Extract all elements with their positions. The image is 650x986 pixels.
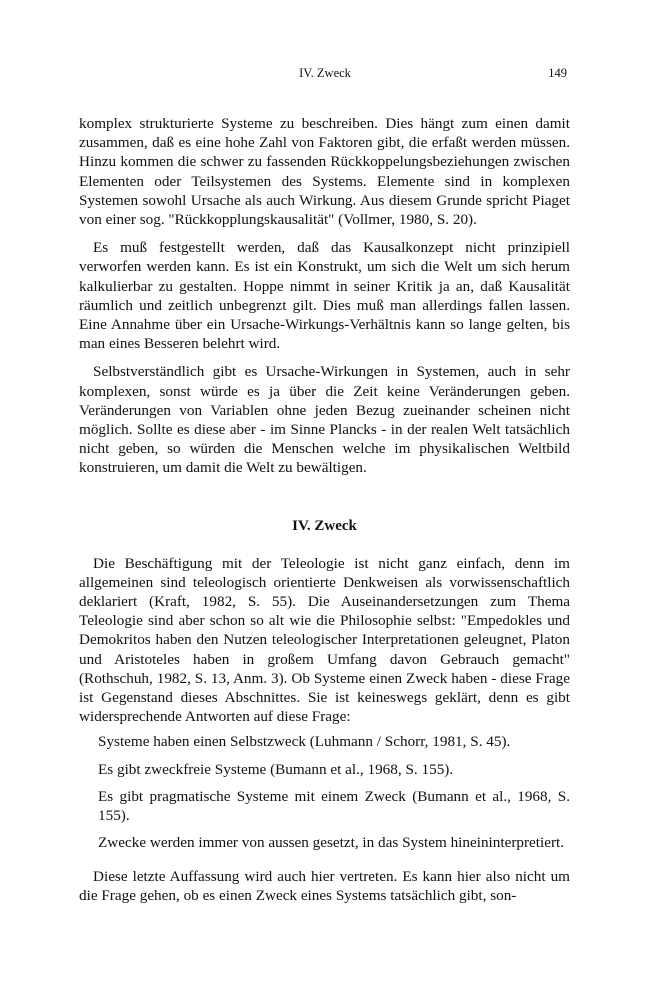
- running-header: [80, 66, 570, 84]
- list-item: Zwecke werden immer von aussen gesetzt, in das System hineininterpretiert.: [98, 834, 565, 852]
- paragraph-ursache-wirkungen: Selbstverständlich gibt es Ursache-Wirkungen in Systemen, auch in sehr komplexen, sonst würde es ja über die Zeit keine Veränderungen geben. Veränderungen von Variablen ohne jeden Bezug zueinander scheinen nicht möglich. Sollte es diese aber - im Sinne Plancks - in der realen Welt tatsächlich nicht geben, so würden die Menschen welche im physikalischen Weltbild konstruieren, um damit die Welt zu bewältigen.: [79, 363, 570, 477]
- list-item: Es gibt zweckfreie Systeme (Bumann et al., 1968, S. 155).: [98, 760, 454, 778]
- views-list: [79, 732, 570, 852]
- running-title: IV. Zweck: [299, 66, 351, 80]
- page-body: [79, 114, 570, 905]
- paragraph-teleologie: Die Beschäftigung mit der Teleologie ist nicht ganz einfach, denn im allgemeinen sind teleologisch orientierte Denkweisen als vorwissenschaftlich deklariert (Kraft, 1982, S. 55). Die Auseinandersetzungen zum Thema Teleologie sind aber schon so alt wie die Philosophie selbst: "Empedokles und Demokritos haben den Nutzen teleologischer Interpretationen geleugnet, Platon und Aristoteles haben in großem Umfang davon Gebrauch gemacht" (Rothschuh, 1982, S. 13, Anm. 3). Ob Systeme einen Zweck haben - diese Frage ist Gegenstand dieses Abschnittes. Sie ist keineswegs geklärt, denn es gibt widersprechende Antworten auf diese Frage:: [79, 554, 570, 726]
- paragraph-kausalkonzept: Es muß festgestellt werden, daß das Kausalkonzept nicht prinzipiell verworfen werden kann. Es ist ein Konstrukt, um sich die Welt um sich herum kalkulierbar zu gestalten. Hoppe nimmt in seiner Kritik ja an, daß Kausalität räumlich und zeitlich unbegrenzt gilt. Dies muß man allerdings fallen lassen. Eine Annahme über ein Ursache-Wirkungs-Verhältnis kann so lange gelten, bis man eines Besseren belehrt wird.: [79, 239, 570, 353]
- paragraph-continued: komplex strukturierte Systeme zu beschreiben. Dies hängt zum einen damit zusammen, daß es eine hohe Zahl von Faktoren gibt, die erfaßt werden müssen. Hinzu kommen die schwer zu fassenden Rückkoppelungsbeziehungen zwischen Elementen oder Teilsystemen des Systems. Elemente sind in komplexen Systemen sowohl Ursache als auch Wirkung. Aus diesem Grunde spricht Piaget von einer sog. "Rückkopplungskausalität" (Vollmer, 1980, S. 20).: [79, 115, 570, 229]
- list-item: Es gibt pragmatische Systeme mit einem Zweck (Bumann et al., 1968, S. 155).: [98, 787, 570, 825]
- list-item: Systeme haben einen Selbstzweck (Luhmann / Schorr, 1981, S. 45).: [98, 733, 511, 751]
- paragraph-closing: Diese letzte Auffassung wird auch hier vertreten. Es kann hier also nicht um die Frage gehen, ob es einen Zweck eines Systems tatsächlich gibt, son-: [79, 867, 570, 904]
- section-heading: IV. Zweck: [292, 517, 357, 534]
- page-number: 149: [548, 66, 567, 80]
